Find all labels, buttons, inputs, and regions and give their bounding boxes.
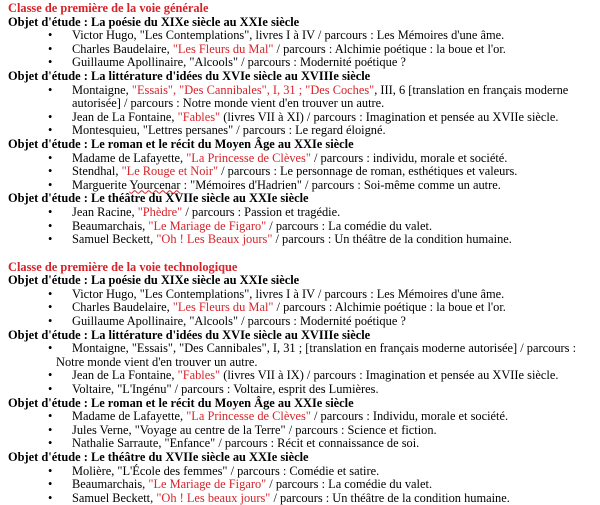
bullet-icon: • — [48, 177, 53, 192]
section-2 — [8, 261, 600, 505]
bullet-icon: • — [48, 422, 53, 437]
item-text-part: Guillaume Apollinaire, "Alcools" / parcours : Modernité poétique ? — [72, 55, 406, 70]
list-item — [8, 56, 600, 70]
work-title-link: "Le Rouge et Noir" — [121, 164, 219, 179]
bullet-icon: • — [48, 436, 53, 451]
bullet-icon: • — [48, 477, 53, 492]
item-text-part: Voltaire, "L'Ingénu" / parcours : Voltaire, esprit des Lumières. — [72, 382, 379, 397]
item-text-part: / parcours : Alchimie poétique : la boue et l'or. — [273, 300, 506, 315]
item-text-part: (livres VII à IX) / parcours : Imagination et pensée au XVIIe siècle. — [220, 368, 559, 383]
bullet-icon: • — [48, 341, 53, 356]
item-list — [8, 206, 600, 247]
objet-block — [8, 192, 600, 246]
list-item — [8, 43, 600, 57]
list-item — [8, 301, 600, 315]
list-item — [8, 383, 600, 397]
bullet-icon: • — [48, 368, 53, 383]
item-text-part: Montesquieu, "Lettres persanes" / parcours : Le regard éloigné. — [72, 123, 386, 138]
item-text-part: : "Mémoires d'Hadrien" / parcours : Soi-même comme un autre. — [180, 177, 501, 192]
item-text-part: / parcours : Individu, morale et société. — [310, 409, 509, 424]
bullet-icon: • — [48, 232, 53, 247]
item-text-part: (livres VII à XI) / parcours : Imagination et pensée au XVIIe siècle. — [220, 109, 559, 124]
list-item — [8, 315, 600, 329]
bullet-icon: • — [48, 314, 53, 329]
item-text-part: / parcours : La comédie du valet. — [266, 477, 433, 492]
section-title: Classe de première de la voie générale — [8, 1, 209, 15]
item-text-part: Montaigne, "Essais", "Des Cannibales", I, 31 ; [translation en français moderne autorisée] / parcours : Notre monde vient d'en trouver un autre. — [56, 341, 577, 369]
item-text-part: Beaumarchais, — [72, 218, 149, 233]
bullet-icon: • — [48, 123, 53, 138]
objet-heading: Objet d'étude : La poésie du XIXe siècle au XXIe siècle — [8, 273, 300, 288]
item-list — [8, 410, 600, 451]
list-item — [8, 437, 600, 451]
list-item — [8, 165, 600, 179]
bullet-icon: • — [48, 109, 53, 124]
item-text-part: Madame de Lafayette, — [72, 150, 187, 165]
item-text-part: Marguerite — [72, 177, 130, 192]
list-item — [8, 233, 600, 247]
work-title-link: "Oh ! Les Beaux jours" — [156, 232, 273, 247]
bullet-icon: • — [48, 286, 53, 301]
item-text-part: Charles Baudelaire, — [72, 41, 173, 56]
bullet-icon: • — [48, 218, 53, 233]
item-text-part: Guillaume Apollinaire, "Alcools" / parcours : Modernité poétique ? — [72, 314, 406, 329]
objet-block — [8, 274, 600, 328]
item-text-part: / parcours : Passion et tragédie. — [182, 204, 341, 219]
work-title-link: "Les Fleurs du Mal" — [172, 41, 274, 56]
item-text-part: Samuel Beckett, — [72, 232, 157, 247]
item-list — [8, 152, 600, 193]
item-text-part: Nathalie Sarraute, "Enfance" / parcours : Récit et connaissance de soi. — [72, 436, 420, 451]
item-text-part: / parcours : La comédie du valet. — [266, 218, 433, 233]
bullet-icon: • — [48, 463, 53, 478]
objet-block — [8, 16, 600, 70]
item-text-part: Victor Hugo, "Les Contemplations", livres I à IV / parcours : Les Mémoires d'une âme. — [72, 286, 505, 301]
list-item — [8, 152, 600, 166]
item-text-part: Jean de La Fontaine, — [72, 368, 178, 383]
list-item — [8, 465, 600, 479]
item-text-part: Charles Baudelaire, — [72, 300, 173, 315]
list-item — [8, 288, 600, 302]
work-title-link: "Les Fleurs du Mal" — [172, 300, 274, 315]
bullet-icon: • — [48, 41, 53, 56]
list-item — [8, 179, 600, 193]
objet-block — [8, 329, 600, 397]
list-item — [8, 424, 600, 438]
bullet-icon: • — [48, 164, 53, 179]
list-item — [8, 29, 600, 43]
item-text-part: Jean de La Fontaine, — [72, 109, 178, 124]
item-list — [8, 342, 600, 396]
item-text-part: / parcours : individu, morale et société. — [310, 150, 508, 165]
bullet-icon: • — [48, 382, 53, 397]
item-text-part: / parcours : Le personnage de roman, esthétiques et valeurs. — [218, 164, 518, 179]
spellcheck-word: Yourcenar — [129, 177, 181, 192]
objet-heading: Objet d'étude : Le roman et le récit du Moyen Âge au XXIe siècle — [8, 395, 354, 410]
item-text-part: , III, 6 [translation en français moderne autorisée] / parcours : Notre monde vient d'en trouver un autre. — [72, 82, 569, 111]
bullet-icon: • — [48, 150, 53, 165]
work-title-link: "Fables" — [177, 109, 221, 124]
item-text-part: Beaumarchais, — [72, 477, 149, 492]
section-title: Classe de première de la voie technologique — [8, 259, 238, 274]
bullet-icon: • — [48, 300, 53, 315]
item-text-part: Samuel Beckett, — [72, 490, 157, 505]
work-title-link: "Fables" — [177, 368, 221, 383]
bullet-icon: • — [48, 409, 53, 424]
item-list — [8, 465, 600, 505]
item-list — [8, 84, 600, 138]
objet-heading: Objet d'étude : Le théâtre du XVIIe siècle au XXIe siècle — [8, 450, 309, 464]
item-text — [56, 341, 576, 369]
list-item — [8, 124, 600, 138]
objet-heading: Objet d'étude : La poésie du XIXe siècle au XXIe siècle — [8, 14, 300, 29]
list-item — [8, 492, 600, 505]
list-item — [8, 84, 600, 111]
item-text-part: Madame de Lafayette, — [72, 409, 187, 424]
item-text-part: / parcours : Alchimie poétique : la boue et l'or. — [273, 41, 506, 56]
bullet-icon: • — [48, 28, 53, 43]
bullet-icon: • — [48, 55, 53, 70]
objet-heading: Objet d'étude : Le théâtre du XVIIe siècle au XXIe siècle — [8, 191, 309, 206]
work-title-link: "Le Mariage de Figaro" — [148, 218, 267, 233]
work-title-link: "Essais", "Des Cannibales", I, 31 ; "Des Coches" — [131, 82, 375, 97]
work-title-link: "La Princesse de Clèves" — [186, 150, 311, 165]
list-item — [8, 478, 600, 492]
item-text-part: Molière, "L'École des femmes" / parcours : Comédie et satire. — [72, 463, 380, 478]
objet-block — [8, 70, 600, 138]
list-item — [8, 206, 600, 220]
item-text-part: Jules Verne, "Voyage au centre de la Terre" / parcours : Science et fiction. — [72, 422, 437, 437]
list-item — [8, 369, 600, 383]
section-spacer — [8, 247, 600, 261]
work-title-link: "Phèdre" — [137, 204, 183, 219]
objet-block — [8, 397, 600, 451]
item-text-part: Jean Racine, — [72, 204, 138, 219]
list-item — [8, 111, 600, 125]
item-text-part: / parcours : Un théâtre de la condition humaine. — [272, 232, 512, 247]
objet-heading: Objet d'étude : Le roman et le récit du Moyen Âge au XXIe siècle — [8, 136, 354, 151]
bullet-icon: • — [48, 82, 53, 97]
bullet-icon: • — [48, 490, 53, 505]
item-list — [8, 29, 600, 70]
item-list — [8, 288, 600, 329]
objet-block — [8, 138, 600, 192]
item-text-part: Montaigne, — [72, 82, 132, 97]
objet-heading: Objet d'étude : La littérature d'idées du XVIe siècle au XVIIIe siècle — [8, 327, 371, 342]
work-title-link: "La Princesse de Clèves" — [186, 409, 311, 424]
item-text-part: / parcours : Un théâtre de la condition humaine. — [270, 490, 510, 505]
list-item — [8, 220, 600, 234]
objet-heading: Objet d'étude : La littérature d'idées du XVIe siècle au XVIIIe siècle — [8, 68, 371, 83]
work-title-link: "Oh ! Les beaux jours" — [156, 490, 271, 505]
section-1 — [8, 2, 600, 247]
item-text-part: Victor Hugo, "Les Contemplations", livres I à IV / parcours : Les Mémoires d'une âme. — [72, 28, 505, 43]
objet-block — [8, 451, 600, 505]
list-item — [8, 342, 600, 369]
bullet-icon: • — [48, 204, 53, 219]
item-text-part: Stendhal, — [72, 164, 122, 179]
list-item — [8, 410, 600, 424]
work-title-link: "Le Mariage de Figaro" — [148, 477, 267, 492]
